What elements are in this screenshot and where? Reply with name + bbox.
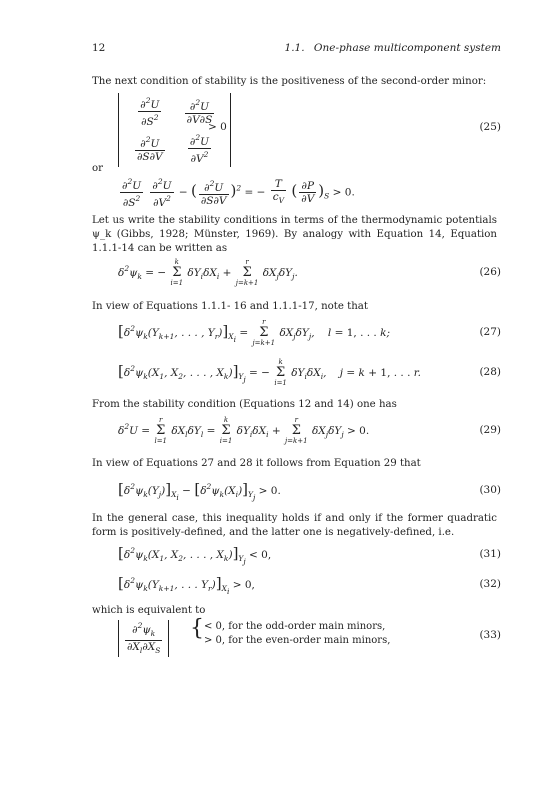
equation-26: $\delta^2\psi_k$ = − k Σ i=1 $\delta Y_i\delta X_i$ + r Σ j=k+1 $\delta X_j\delta Y_j$.: [118, 258, 298, 287]
paragraph-3: In view of Equations 1.1.1- 16 and 1.1.1-17, note that: [92, 301, 368, 312]
eq33-odd: < 0, for the odd-order main minors,: [204, 621, 386, 632]
equation-27: [$\delta^2\psi_k(Y_{k+1}$, . . . , $Y_r)]_{Xi}$ = r Σ j=k+1 $\delta X_j\delta Y_j$, l = 1, . . . k;: [118, 318, 391, 347]
eq-number-25: (25): [479, 121, 501, 133]
eq-number-27: (27): [479, 326, 501, 338]
equation-25: $\frac{\partial^2U}{\partial S^2}$ $\frac{\partial^2U}{\partial V\partial S}$ $\frac{\partial^2U}{\partial S\partial V}$ $\frac{\partial^2U}{\partial V^2}$: [118, 93, 231, 167]
equation-31: [$\delta^2\psi_k(X_1$, $X_2$, . . . , $X_k)]_{Yj} < 0$,: [118, 544, 272, 566]
paragraph-6: In the general case, this inequality holds if and only if the former quadratic form is positively-defined, and the latter one is negatively-defined, i.e.: [92, 513, 497, 538]
eq25-rhs: > 0: [208, 121, 227, 133]
eq-number-26: (26): [479, 266, 501, 278]
eq-number-33: (33): [479, 629, 501, 641]
paragraph-2: Let us write the stability conditions in terms of the thermodynamic potentials ψ_k (Gibbs, 1928; Münster, 1969). By analogy with Equation 14, Equation 1.1.1-14 can be written as: [92, 215, 497, 254]
page-number: 12: [92, 42, 106, 54]
eq-number-31: (31): [479, 548, 501, 560]
paragraph-7: which is equivalent to: [92, 605, 206, 616]
equation-33: $\frac{\partial^2\psi_k}{\partial X_l\partial X_S}$: [118, 620, 169, 657]
eq-number-30: (30): [479, 484, 501, 496]
paragraph-1: The next condition of stability is the positiveness of the second-order minor:: [92, 76, 487, 87]
paragraph-5: In view of Equations 27 and 28 it follows from Equation 29 that: [92, 458, 421, 469]
equation-25b: $\frac{\partial^2U}{\partial S^2}$ $\frac{\partial^2U}{\partial V^2}$ − ( $\frac{\partial^2U}{\partial S\partial V}$ )$^2$ = − $\frac{T}{c_V}$ ( $\frac{\partial P}{\partial V}$ )$_S > 0$.: [122, 177, 355, 209]
equation-29: $\delta^2U$ = r Σ l=1 $\delta X_l\delta Y_l$ = k Σ i=1 $\delta Y_i\delta X_i$ + r Σ j=k+1 $\delta X_j\delta Y_j > 0$.: [118, 416, 370, 445]
running-header: [285, 42, 501, 54]
or-text: or: [92, 163, 104, 174]
eq33-even: > 0, for the even-order main minors,: [204, 635, 391, 646]
equation-30: $[\delta^2\psi_k(Y_j)]_{Xi} - [\delta^2\psi_k(X_i)]_{Yj} > 0$.: [118, 480, 281, 502]
eq-number-32: (32): [479, 578, 501, 590]
equation-28: [$\delta^2\psi_k(X_1$, $X_2$, . . . , $X_k)]_{Yj}$ = − k Σ i=1 $\delta Y_i\delta X_i$, j = k + 1, . . . r.: [118, 358, 421, 387]
section-number: 1.1.: [284, 42, 305, 54]
paragraph-4: From the stability condition (Equations 12 and 14) one has: [92, 399, 397, 410]
section-title: One-phase multicomponent system: [313, 42, 501, 54]
eq-number-28: (28): [479, 366, 501, 378]
equation-32: [$\delta^2\psi_k(Y_{k+1}$, . . . $Y_r)]_{Xi} > 0$,: [118, 574, 255, 596]
eq-number-29: (29): [479, 424, 501, 436]
brace: {: [190, 616, 204, 641]
